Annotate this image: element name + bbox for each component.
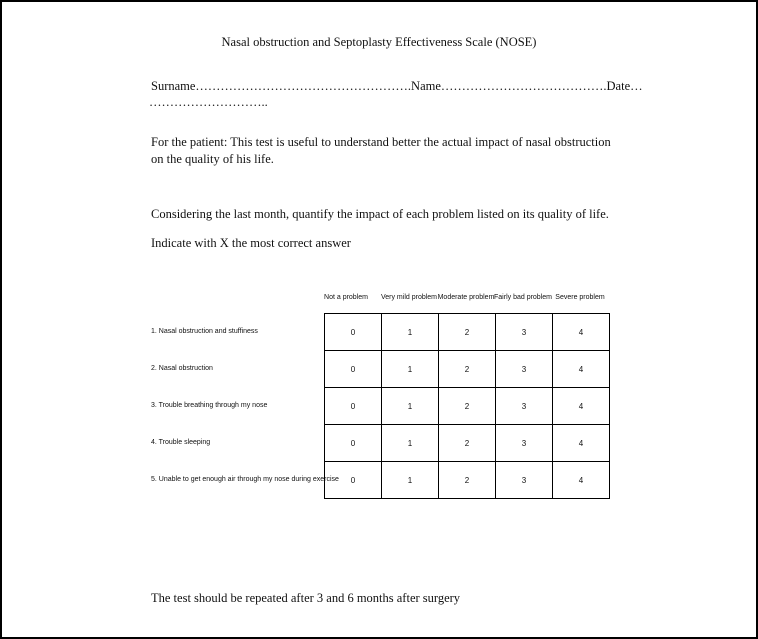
table-row [325, 314, 610, 351]
column-header: Very mild problem [380, 294, 438, 301]
instruction-consider: Considering the last month, quantify the impact of each problem listed on its quality of life. [151, 207, 609, 221]
score-cell[interactable]: 1 [382, 351, 439, 388]
score-cell[interactable]: 2 [439, 388, 496, 425]
page-title: Nasal obstruction and Septoplasty Effectiveness Scale (NOSE) [221, 35, 537, 49]
score-cell[interactable]: 4 [553, 388, 610, 425]
score-cell[interactable]: 4 [553, 462, 610, 499]
table-row [325, 351, 610, 388]
score-cell[interactable]: 3 [496, 351, 553, 388]
score-cell[interactable]: 2 [439, 425, 496, 462]
row-label: 2. Nasal obstruction [151, 365, 213, 372]
score-cell[interactable]: 3 [496, 388, 553, 425]
score-cell[interactable]: 1 [382, 425, 439, 462]
score-cell[interactable]: 3 [496, 425, 553, 462]
score-cell[interactable]: 2 [439, 314, 496, 351]
score-cell[interactable]: 3 [496, 462, 553, 499]
column-header: Not a problem [324, 294, 368, 301]
score-cell[interactable]: 1 [382, 462, 439, 499]
patient-intro: For the patient: This test is useful to understand better the actual impact of nasal obstruction on the quality of his life. [151, 135, 611, 166]
date-continuation-line: ……………………….. [149, 95, 268, 109]
row-label: 4. Trouble sleeping [151, 439, 211, 446]
score-cell[interactable]: 0 [325, 314, 382, 351]
score-cell[interactable]: 1 [382, 314, 439, 351]
column-header: Fairly bad problem [494, 294, 552, 301]
footer-note: The test should be repeated after 3 and 6 months after surgery [151, 591, 461, 605]
table-row [325, 425, 610, 462]
column-header: Moderate problem [437, 294, 495, 301]
table-row [325, 462, 610, 499]
column-header: Severe problem [555, 294, 605, 301]
row-label: 5. Unable to get enough air through my nose during exercise [151, 476, 339, 483]
score-cell[interactable]: 0 [325, 351, 382, 388]
name-date-line: Surname…………………………………………….Name………………………………….Date… [151, 79, 643, 93]
score-cell[interactable]: 2 [439, 351, 496, 388]
row-label: 3. Trouble breathing through my nose [151, 402, 268, 409]
score-cell[interactable]: 0 [325, 462, 382, 499]
score-cell[interactable]: 4 [553, 314, 610, 351]
score-cell[interactable]: 2 [439, 462, 496, 499]
row-label: 1. Nasal obstruction and stuffiness [151, 328, 258, 335]
score-cell[interactable]: 4 [553, 425, 610, 462]
score-cell[interactable]: 4 [553, 351, 610, 388]
instruction-indicate: Indicate with X the most correct answer [151, 236, 351, 250]
score-cell[interactable]: 1 [382, 388, 439, 425]
table-row [325, 388, 610, 425]
score-cell[interactable]: 3 [496, 314, 553, 351]
score-cell[interactable]: 0 [325, 388, 382, 425]
score-table [324, 313, 610, 499]
score-cell[interactable]: 0 [325, 425, 382, 462]
